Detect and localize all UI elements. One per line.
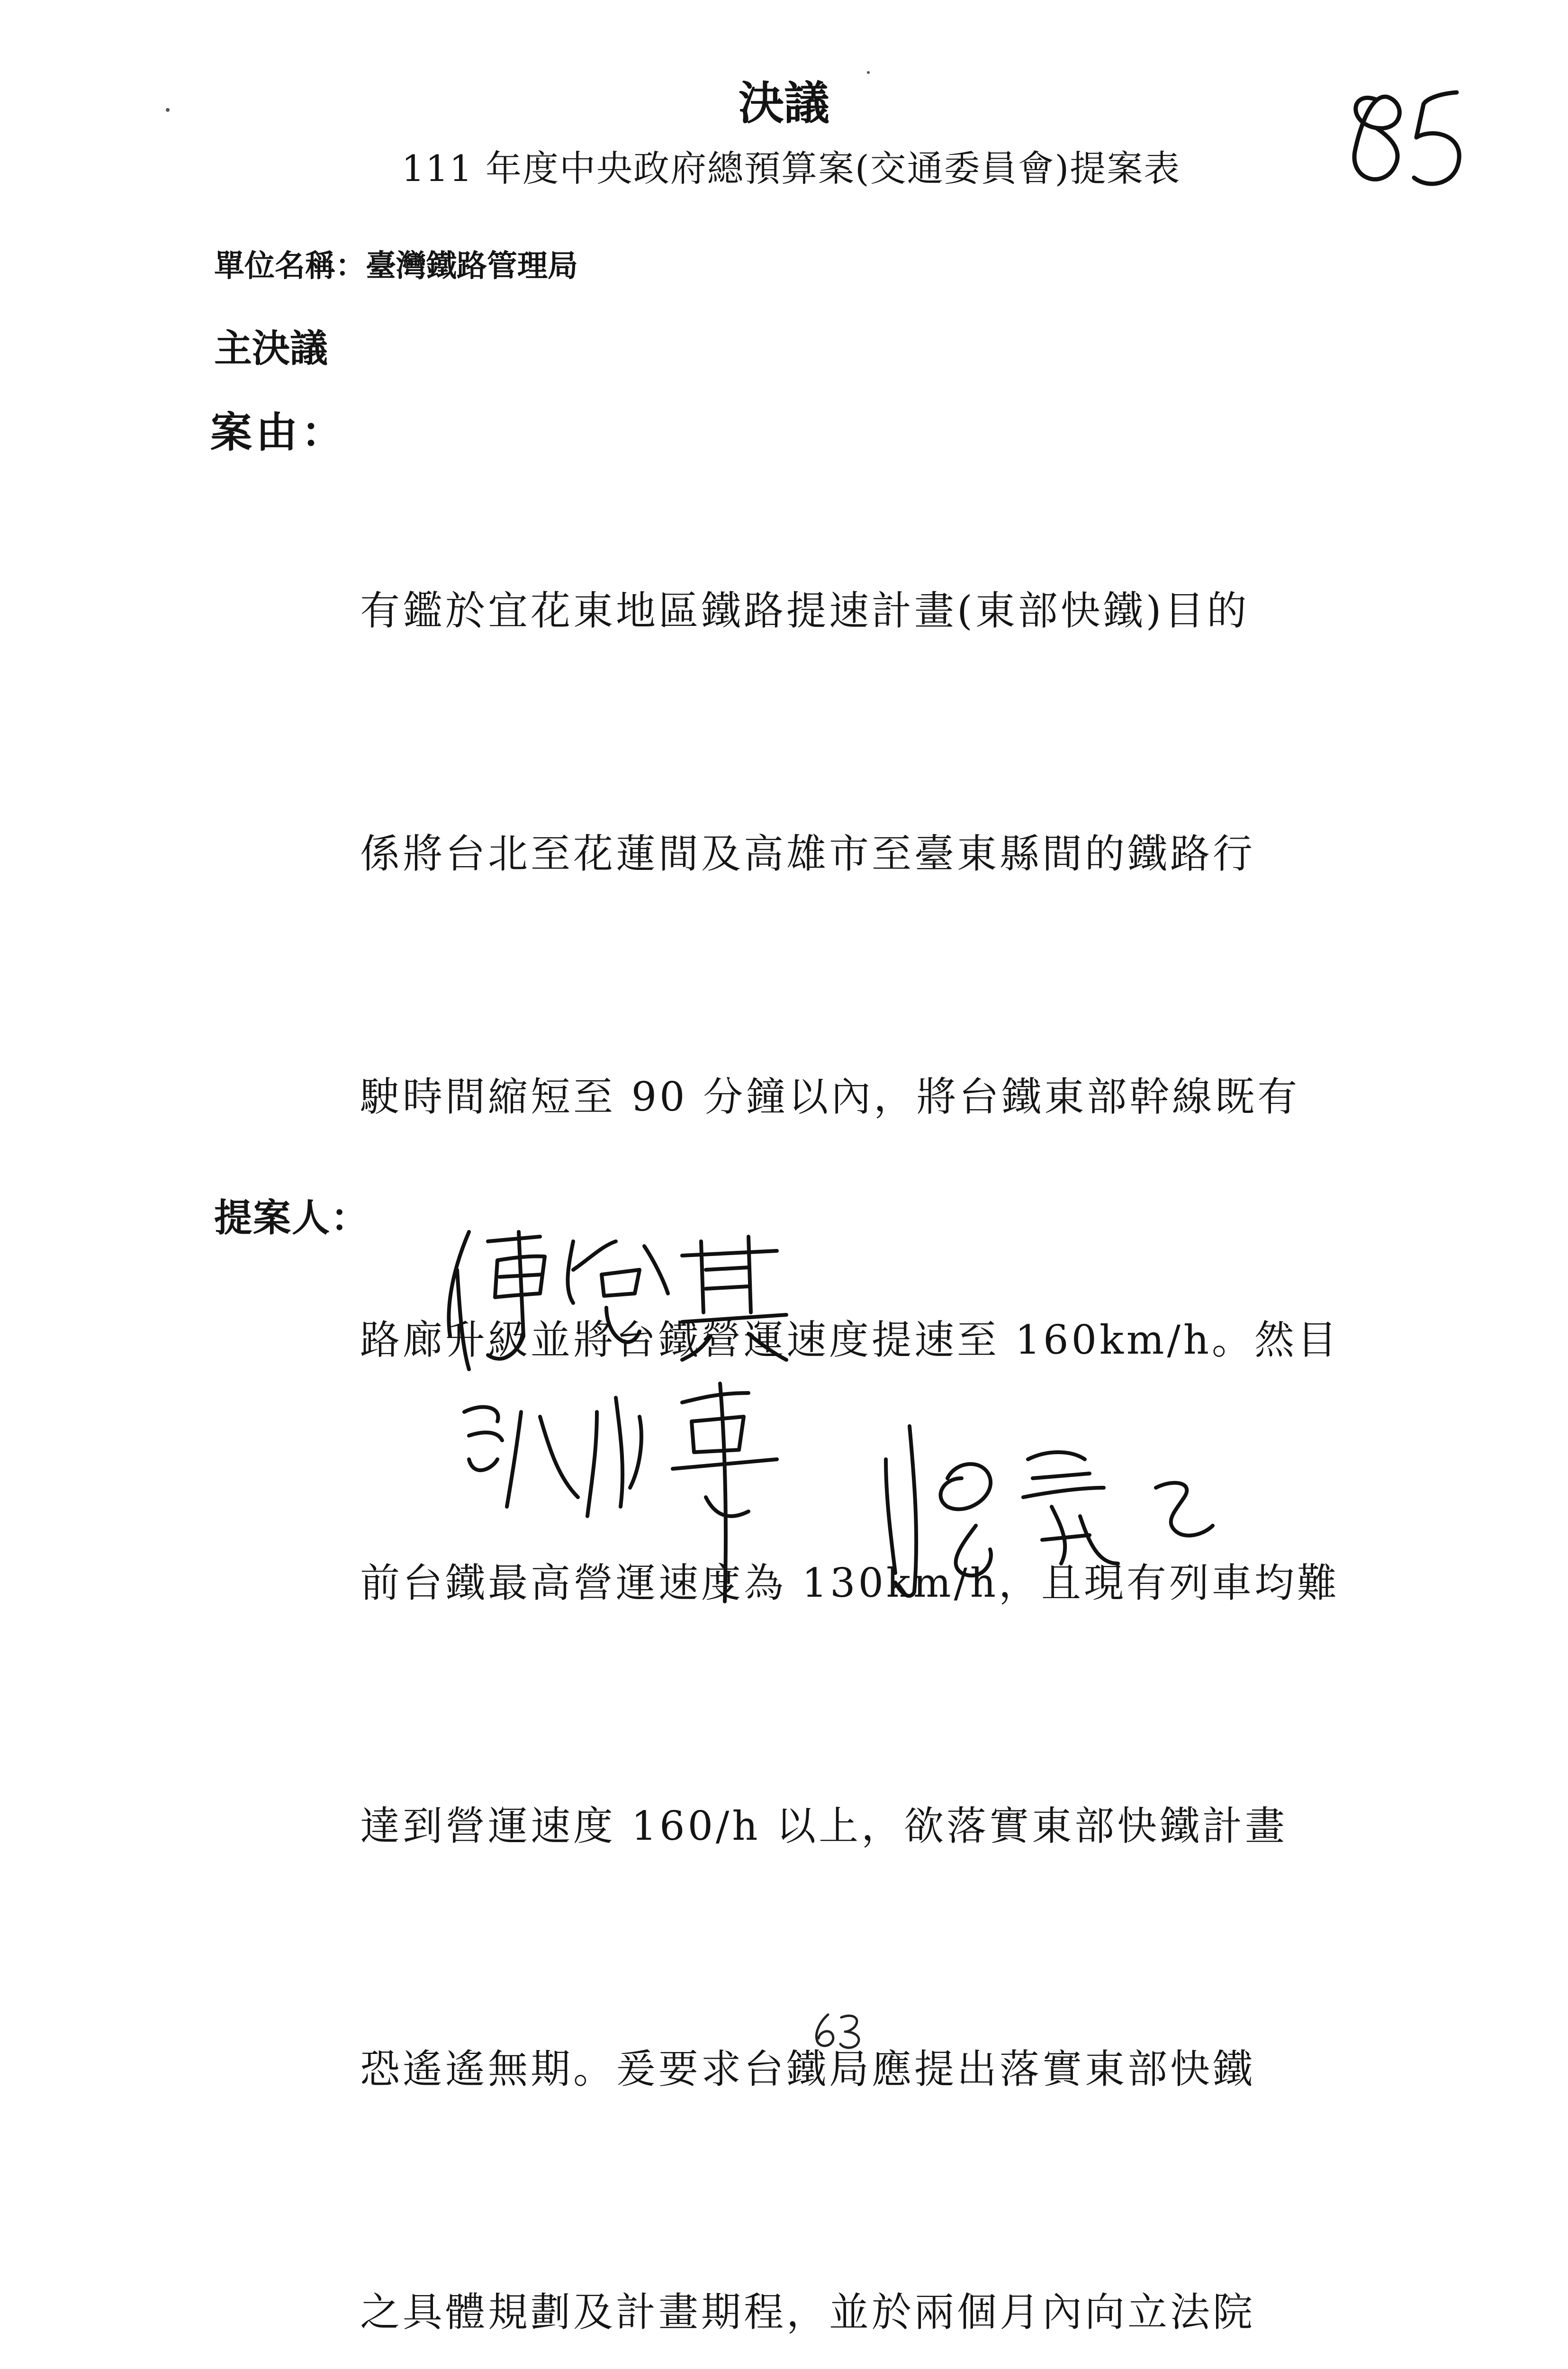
reason-line: 之具體規劃及計畫期程，並於兩個月內向立法院 — [360, 2289, 1256, 2335]
reason-line: 恐遙遙無期。爰要求台鐵局應提出落實東部快鐵 — [360, 2046, 1256, 2092]
unit-name: 單位名稱：臺灣鐵路管理局 — [214, 248, 578, 284]
handwritten-signatures — [417, 1213, 1270, 1639]
section-heading: 主決議 — [214, 326, 328, 371]
reason-line: 係將台北至花蓮間及高雄市至臺東縣間的鐵路行 — [360, 831, 1256, 877]
handwritten-page-number — [805, 2009, 876, 2052]
reason-line: 有鑑於宜花東地區鐵路提速計畫(東部快鐵)目的 — [360, 588, 1250, 634]
proposer-label: 提案人： — [214, 1195, 369, 1240]
document-subtitle: 111 年度中央政府總預算案(交通委員會)提案表 — [401, 147, 1181, 190]
reason-line: 駛時間縮短至 90 分鐘以內，將台鐵東部幹線既有 — [360, 1074, 1300, 1120]
handwritten-number — [1331, 71, 1473, 204]
reason-label: 案由： — [210, 407, 347, 457]
scan-speck — [867, 71, 870, 74]
reason-line: 前台鐵最高營運速度為 130km/h，且現有列車均難 — [360, 1560, 1340, 1606]
reason-line: 達到營運速度 160/h 以上，欲落實東部快鐵計畫 — [360, 1803, 1288, 1849]
reason-line: 路廊升級並將台鐵營運速度提速至 160km/h。然目 — [360, 1317, 1340, 1363]
document-title: 決議 — [739, 76, 829, 130]
